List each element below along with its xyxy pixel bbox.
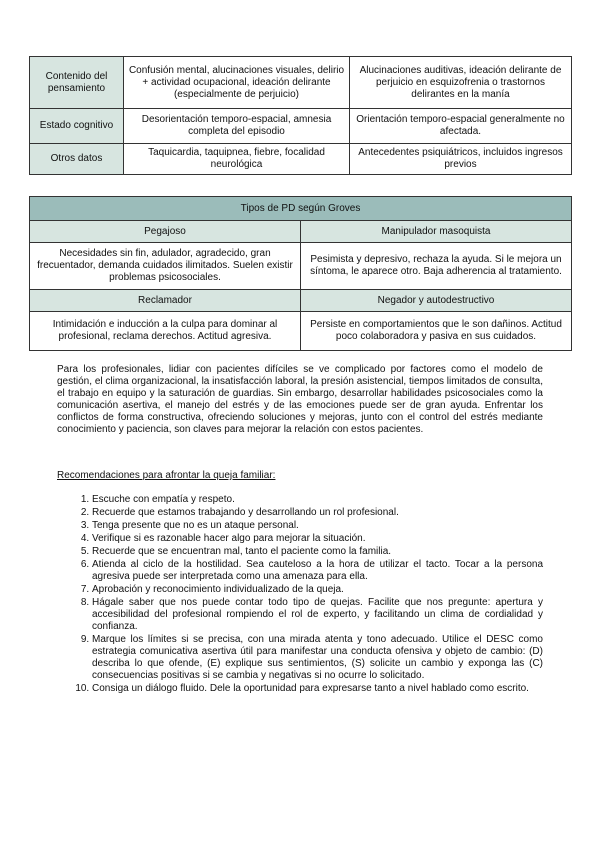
row-label: Contenido del pensamiento	[30, 57, 124, 109]
table-row	[30, 109, 572, 144]
type-header: Pegajoso	[30, 221, 301, 243]
table-row	[30, 144, 572, 175]
list-item: 6. Atienda al ciclo de la hostilidad. Sea cauteloso a la hora de utilizar el tacto. Tocar a la persona agresiva puede ser interpretada como una amenaza para ella.	[92, 559, 543, 584]
table-cell: Alucinaciones auditivas, ideación delirante de perjuicio en esquizofrenia o trastornos delirantes en la manía	[350, 57, 572, 109]
table-cell: Confusión mental, alucinaciones visuales, delirio + actividad ocupacional, ideación delirante (especialmente de perjuicio)	[124, 57, 350, 109]
list-item: 10. Consiga un diálogo fluido. Dele la oportunidad para expresarse tanto a nivel hablado como escrito.	[92, 683, 543, 696]
table-title: Tipos de PD según Groves	[30, 197, 572, 221]
type-header: Manipulador masoquista	[301, 221, 572, 243]
list-item: 2. Recuerde que estamos trabajando y desarrollando un rol profesional.	[92, 507, 543, 520]
table-cell: Desorientación temporo-espacial, amnesia completa del episodio	[124, 109, 350, 144]
list-item: 7. Aprobación y reconocimiento individualizado de la queja.	[92, 584, 543, 597]
list-item: 1. Escuche con empatía y respeto.	[92, 494, 543, 507]
table-row	[30, 221, 572, 243]
type-header: Negador y autodestructivo	[301, 290, 572, 312]
recommendations-title: Recomendaciones para afrontar la queja familiar:	[57, 470, 276, 481]
table-cell: Antecedentes psiquiátricos, incluidos ingresos previos	[350, 144, 572, 175]
type-description: Pesimista y depresivo, rechaza la ayuda. Si le mejora un síntoma, le aparece otro. Baja adherencia al tratamiento.	[301, 243, 572, 290]
table-row	[30, 197, 572, 221]
comparison-table	[29, 56, 572, 175]
type-header: Reclamador	[30, 290, 301, 312]
list-item: 4. Verifique si es razonable hacer algo para mejorar la situación.	[92, 533, 543, 546]
recommendations-list	[57, 494, 543, 696]
list-item: 8. Hágale saber que nos puede contar todo tipo de quejas. Facilite que nos pregunte: apertura y accesibilidad del profesional rompiendo el rol de experto, y facilitando un clima de cordialidad y confianza.	[92, 597, 543, 634]
body-paragraph: Para los profesionales, lidiar con pacientes difíciles se ve complicado por factores como el modelo de gestión, el clima organizacional, la insatisfacción laboral, la presión asistencial, tiempos limitados de consulta, el trabajo en equipo y la saturación de guardias. Sin embargo, desarrollar habilidades psicosociales como la comunicación asertiva, el manejo del estrés y de las emociones puede ser de gran ayuda. Enfrentar los conflictos de forma constructiva, ofreciendo soluciones y mejoras, junto con el control del estrés mediante conocimiento y paciencia, son claves para mejorar la relación con estos pacientes.	[57, 364, 543, 435]
type-description: Intimidación e inducción a la culpa para dominar al profesional, reclama derechos. Actitud agresiva.	[30, 312, 301, 351]
table-cell: Taquicardia, taquipnea, fiebre, focalidad neurológica	[124, 144, 350, 175]
type-description: Necesidades sin fin, adulador, agradecido, gran frecuentador, demanda cuidados ilimitados. Suelen existir problemas psicosociales.	[30, 243, 301, 290]
type-description: Persiste en comportamientos que le son dañinos. Actitud poco colaboradora y pasiva en sus cuidados.	[301, 312, 572, 351]
table-row	[30, 243, 572, 290]
row-label: Otros datos	[30, 144, 124, 175]
table-row	[30, 57, 572, 109]
row-label: Estado cognitivo	[30, 109, 124, 144]
table-row	[30, 312, 572, 351]
list-item: 5. Recuerde que se encuentran mal, tanto el paciente como la familia.	[92, 546, 543, 559]
table-row	[30, 290, 572, 312]
groves-types-table	[29, 196, 572, 351]
table-cell: Orientación temporo-espacial generalmente no afectada.	[350, 109, 572, 144]
list-item: 9. Marque los límites si se precisa, con una mirada atenta y tono adecuado. Utilice el DESC como estrategia comunicativa asertiva útil para manifestar una conducta ofensiva y objeto de cambio: (D) describa lo que ofende, (E) explique sus sentimientos, (S) solicite un cambio y exponga las (C) consecuencias positivas si se cambia y negativas si no ocurre lo solicitado.	[92, 634, 543, 683]
list-item: 3. Tenga presente que no es un ataque personal.	[92, 520, 543, 533]
